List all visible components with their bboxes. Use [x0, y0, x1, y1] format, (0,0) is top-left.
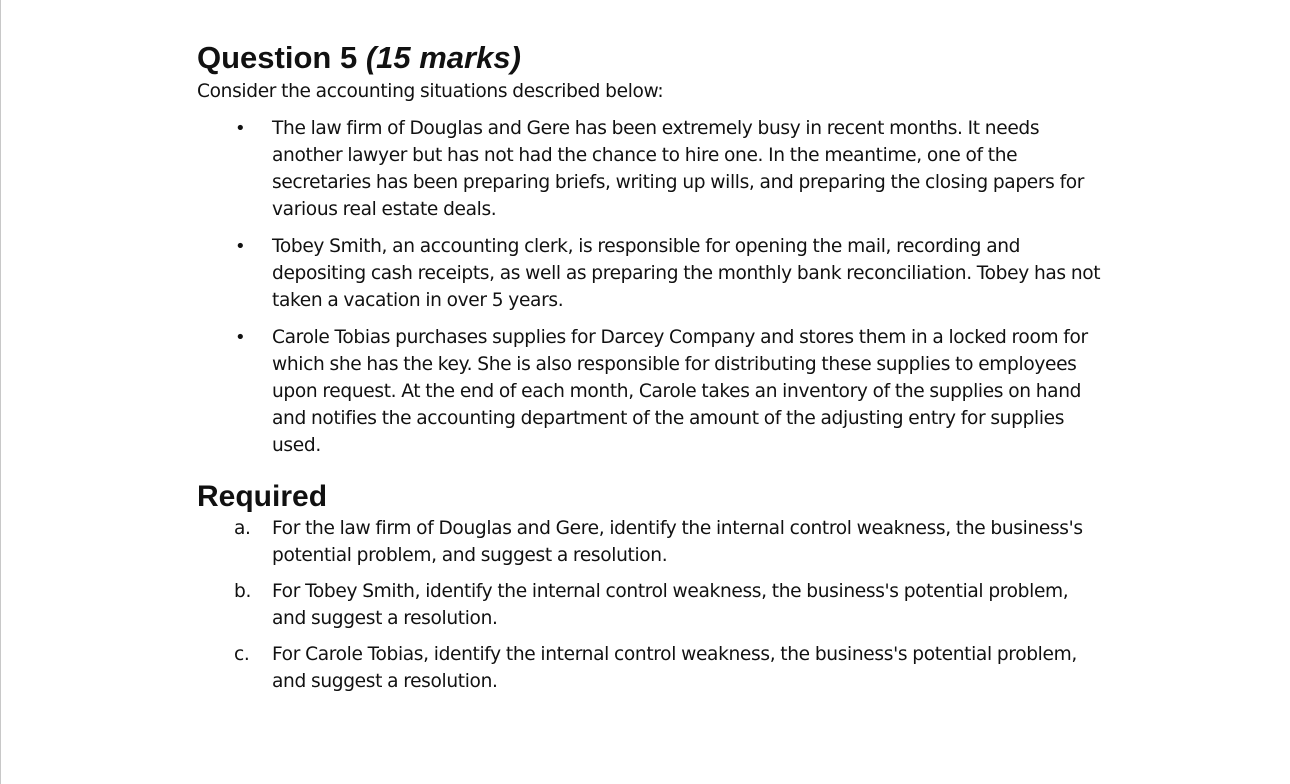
item-letter: b. — [234, 581, 252, 602]
required-item — [197, 641, 1107, 695]
situation-text: Tobey Smith, an accounting clerk, is responsible for opening the mail, recording and depositing cash receipts, as well as preparing the monthly bank reconciliation. Tobey has not taken a vacation in over 5 years. — [272, 236, 1101, 311]
document-body — [197, 38, 1107, 704]
bullet-icon: • — [235, 236, 246, 257]
question-intro: Consider the accounting situations described below: — [197, 81, 664, 102]
situation-item — [197, 324, 1107, 459]
bullet-icon: • — [235, 327, 246, 348]
required-text: For Carole Tobias, identify the internal control weakness, the business's potential problem, and suggest a resolution. — [272, 644, 1077, 692]
item-letter: c. — [234, 644, 250, 665]
item-letter: a. — [234, 518, 251, 539]
question-heading — [197, 38, 1107, 78]
situations-list — [197, 115, 1107, 459]
situation-item — [197, 115, 1107, 223]
required-item — [197, 578, 1107, 632]
bullet-icon: • — [235, 118, 246, 139]
question-marks: (15 marks) — [365, 40, 521, 75]
required-text: For Tobey Smith, identify the internal control weakness, the business's potential problem, and suggest a resolution. — [272, 581, 1069, 629]
situation-text: The law firm of Douglas and Gere has been extremely busy in recent months. It needs another lawyer but has not had the chance to hire one. In the meantime, one of the secretaries has been preparing briefs, writing up wills, and preparing the closing papers for various real estate deals. — [272, 118, 1085, 220]
required-item — [197, 515, 1107, 569]
situation-text: Carole Tobias purchases supplies for Darcey Company and stores them in a locked room for which she has the key. She is also responsible for distributing these supplies to employees upon request. At the end of each month, Carole takes an inventory of the supplies on hand and notifies the accounting department of the amount of the adjusting entry for supplies used. — [272, 327, 1088, 456]
question-title: Question 5 — [197, 40, 358, 75]
required-text: For the law firm of Douglas and Gere, identify the internal control weakness, the business's potential problem, and suggest a resolution. — [272, 518, 1083, 566]
situation-item — [197, 233, 1107, 314]
page-edge — [0, 0, 1, 784]
required-heading: Required — [197, 480, 328, 513]
required-list — [197, 515, 1107, 695]
